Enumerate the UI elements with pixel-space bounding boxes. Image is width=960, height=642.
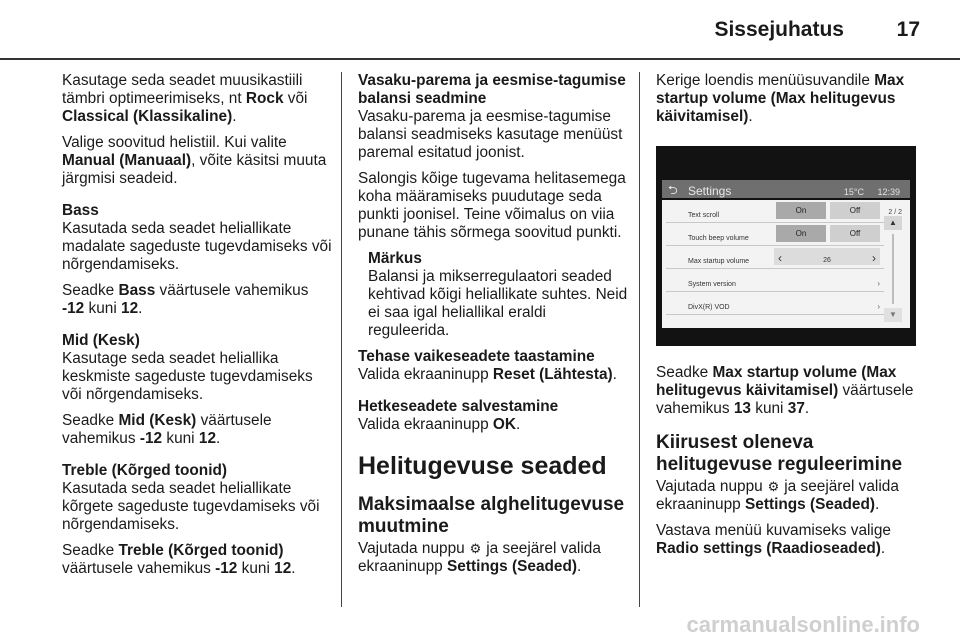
- bass-heading: Bass: [62, 202, 99, 219]
- column-1: [62, 72, 332, 586]
- mid-heading: Mid (Kesk): [62, 332, 140, 349]
- note-body: Balansi ja mikserregulaatori seaded kehtivad kõigi heliallikate suhtes. Neid ei saa igal heliallikal eraldi reguleerida.: [368, 268, 628, 339]
- paragraph-intro: Kasutage seda seadet muusikastiili tämbri optimeerimiseks, nt Rock või Classical (Klassikaline).: [62, 72, 308, 125]
- settings-row-system-version: System version ›: [666, 269, 884, 292]
- page-number: 17: [896, 18, 920, 41]
- note-heading: Märkus: [368, 250, 422, 267]
- column-2: [358, 72, 628, 584]
- chevron-right-icon: ›: [877, 279, 880, 288]
- header-rule: [0, 58, 960, 60]
- balance-description-2: Salongis kõige tugevama helitasemega koha määramiseks puudutage seda punkti joonisel. Teine võimalus on viia punane tähis sõrmega soovitud punkti.: [358, 170, 626, 241]
- settings-panel: [662, 200, 910, 328]
- watermark: carmanualsonline.info: [686, 612, 920, 637]
- treble-section: [62, 462, 332, 534]
- bass-section: [62, 202, 332, 274]
- settings-row-max-startup-volume: Max startup volume ‹ 26 ›: [666, 246, 884, 269]
- balance-section: [358, 72, 628, 162]
- clock-readout: 12:39: [877, 187, 900, 197]
- temperature-readout: 15°C: [843, 187, 864, 197]
- subsection-heading-max-volume: Maksimaalse alghelitugevuse muutmine: [358, 494, 625, 537]
- settings-screenshot: [656, 146, 916, 346]
- column-divider: [639, 72, 640, 607]
- scroll-instruction: Kerige loendis menüüsuvandile Max startup volume (Max helitugevus käivitamisel).: [656, 72, 905, 125]
- column-3: [656, 72, 926, 566]
- mid-range: Seadke Mid (Kesk) väärtusele vahemikus -12 kuni 12.: [62, 412, 272, 447]
- settings-row-touch-beep: Touch beep volume On Off: [666, 223, 884, 246]
- chevron-left-icon: ‹: [778, 251, 782, 265]
- save-section: Hetkeseadete salvestamine Valida ekraaninupp OK.: [358, 398, 559, 433]
- off-button: Off: [830, 202, 880, 219]
- settings-title-bar: [662, 180, 910, 198]
- section-heading-volume: Helitugevuse seaded: [358, 452, 607, 480]
- settings-row-text-scroll: Text scroll On Off: [666, 200, 884, 223]
- treble-heading: Treble (Kõrged toonid): [62, 462, 228, 479]
- on-button: On: [776, 202, 826, 219]
- max-volume-range: Seadke Max startup volume (Max helitugevus käivitamisel) väärtusele vahemikus 13 kuni 37.: [656, 364, 914, 417]
- scroll-up-icon: ▲: [884, 216, 902, 230]
- reset-heading: Tehase vaikeseadete taastamine: [358, 348, 595, 365]
- save-heading: Hetkeseadete salvestamine: [358, 398, 559, 415]
- page-title: Sissejuhatus: [714, 18, 844, 41]
- page-indicator: 2 / 2: [888, 209, 902, 216]
- paragraph-manual: Valige soovitud helistiil. Kui valite Manual (Manuaal), võite käsitsi muuta järgmisi seadeid.: [62, 134, 327, 187]
- gear-icon: ⚙: [767, 479, 780, 494]
- scroll-track: [892, 234, 894, 304]
- on-button: On: [776, 225, 826, 242]
- volume-stepper: [774, 248, 880, 265]
- stepper-value: 26: [823, 257, 831, 264]
- treble-range: Seadke Treble (Kõrged toonid) väärtusele vahemikus -12 kuni 12.: [62, 542, 296, 577]
- bass-description: Kasutada seda seadet heliallikate madalate sageduste tugevdamiseks või nõrgendamiseks.: [62, 220, 332, 273]
- settings-title: Settings: [688, 184, 732, 198]
- note-box: [368, 250, 628, 340]
- off-button: Off: [830, 225, 880, 242]
- scroll-down-icon: ▼: [884, 308, 902, 322]
- gear-icon: ⚙: [469, 541, 482, 556]
- back-arrow-icon: ⮌: [668, 183, 678, 197]
- balance-description: Vasaku-parema ja eesmise-tagumise balansi seadmiseks kasutage menüüst paremal esitatud joonist.: [358, 108, 623, 161]
- page-header: [0, 0, 960, 62]
- chevron-right-icon: ›: [877, 302, 880, 311]
- treble-description: Kasutada seda seadet heliallikate kõrgete sageduste tugevdamiseks või nõrgendamiseks.: [62, 480, 320, 533]
- mid-section: [62, 332, 332, 404]
- settings-row-divx: DivX(R) VOD ›: [666, 292, 884, 315]
- chevron-right-icon: ›: [872, 251, 876, 265]
- subsection-heading-speed-volume: Kiirusest oleneva helitugevuse reguleerimine: [656, 432, 903, 475]
- max-volume-instruction: Vajutada nuppu ⚙ ja seejärel valida ekraaninupp Settings (Seaded).: [358, 540, 601, 575]
- balance-heading: Vasaku-parema ja eesmise-tagumise balansi seadmine: [358, 72, 626, 107]
- mid-description: Kasutage seda seadet heliallika keskmiste sageduste tugevdamiseks või nõrgendamiseks.: [62, 350, 313, 403]
- speed-volume-instruction: Vajutada nuppu ⚙ ja seejärel valida ekraaninupp Settings (Seaded).: [656, 478, 899, 513]
- radio-settings-instruction: Vastava menüü kuvamiseks valige Radio settings (Raadioseaded).: [656, 522, 891, 557]
- bass-range: Seadke Bass väärtusele vahemikus -12 kuni 12.: [62, 282, 309, 317]
- column-divider: [341, 72, 342, 607]
- reset-section: Tehase vaikeseadete taastamine Valida ekraaninupp Reset (Lähtesta).: [358, 348, 617, 383]
